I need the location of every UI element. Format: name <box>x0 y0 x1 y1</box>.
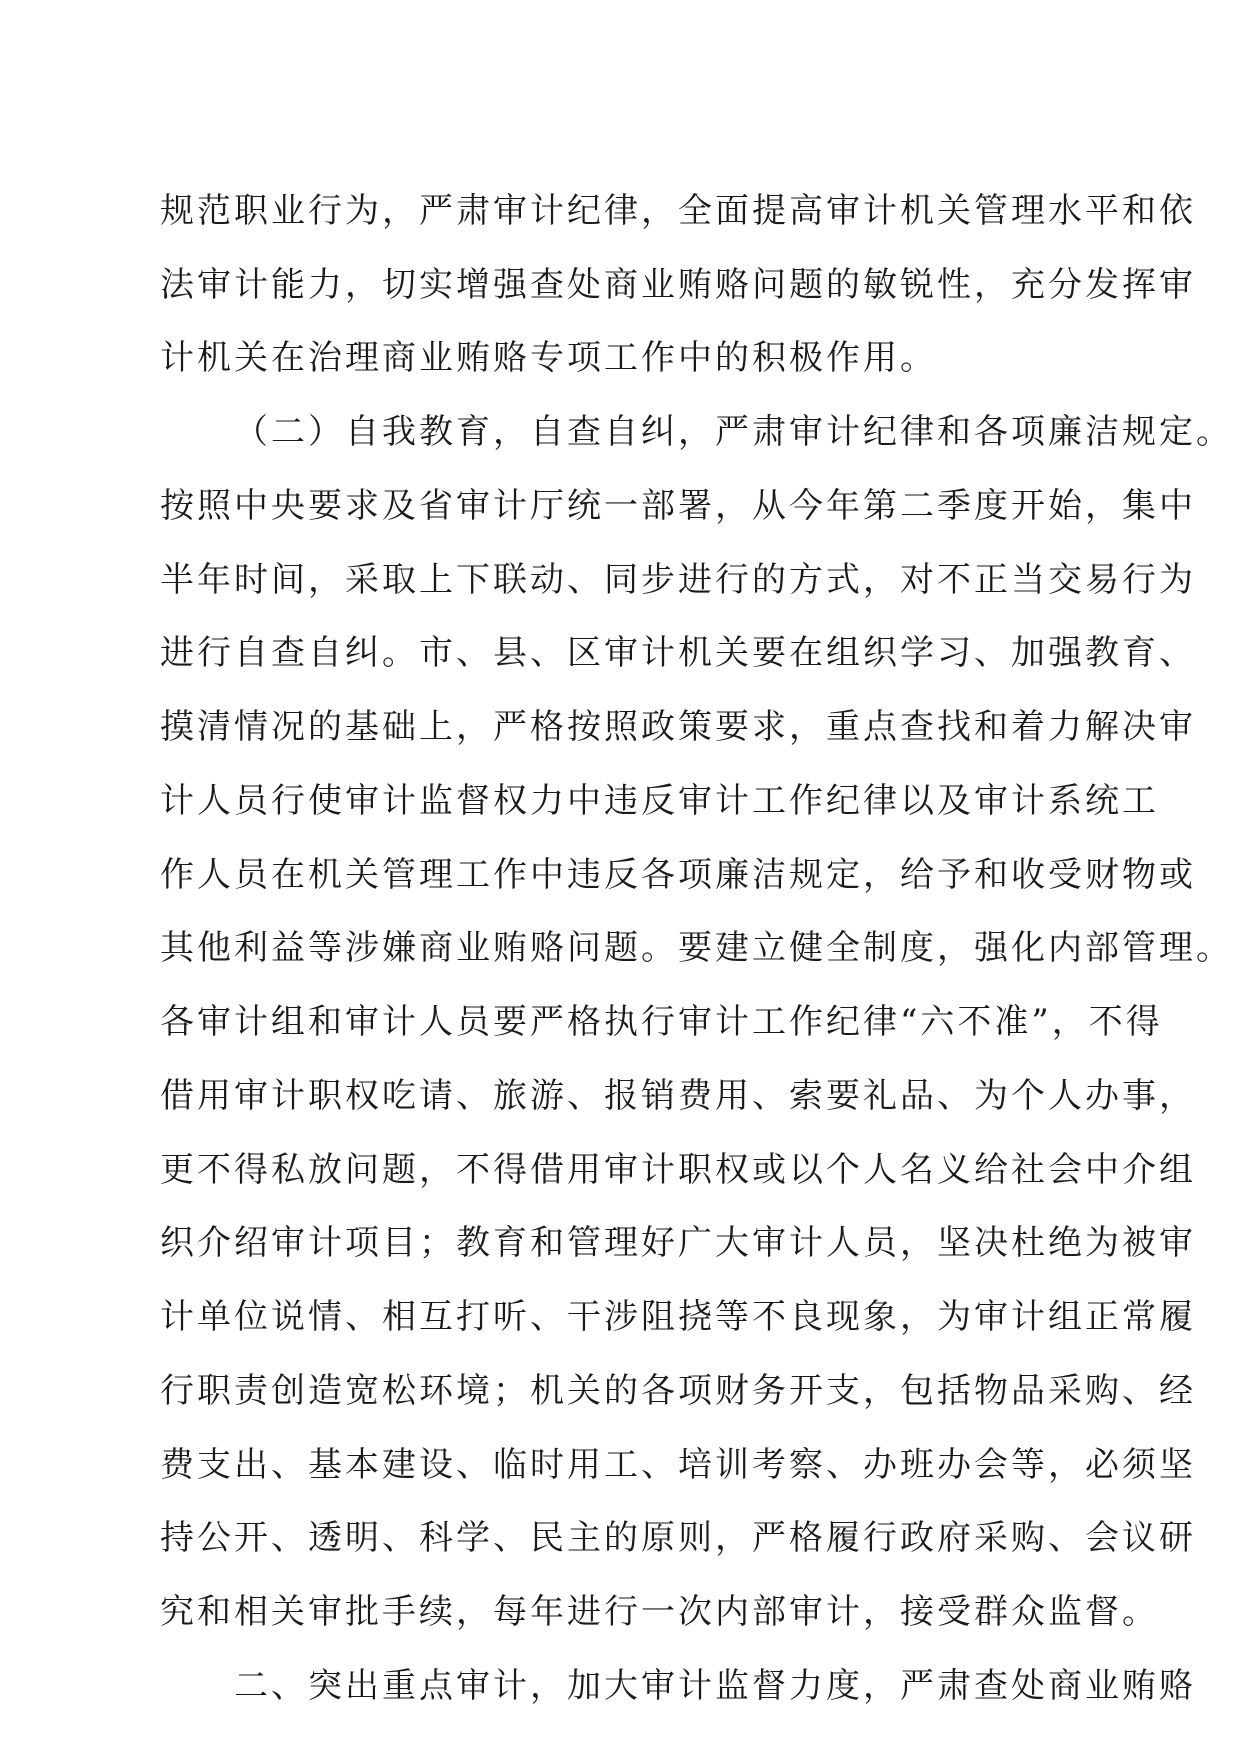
body-text-line: 摸清情况的基础上，严格按照政策要求，重点查找和着力解决审 <box>160 707 1196 747</box>
body-text-line: 半年时间，采取上下联动、同步进行的方式，对不正当交易行为 <box>160 560 1196 600</box>
body-text-line: 织介绍审计项目；教育和管理好广大审计人员，坚决杜绝为被审 <box>160 1223 1196 1263</box>
body-text-line: 究和相关审批手续，每年进行一次内部审计，接受群众监督。 <box>160 1592 1159 1632</box>
body-text-line: 行职责创造宽松环境；机关的各项财务开支，包括物品采购、经 <box>160 1371 1196 1411</box>
body-text-line: 各审计组和审计人员要严格执行审计工作纪律“六不准”，不得 <box>160 1002 1163 1042</box>
body-text-line: 法审计能力，切实增强查处商业贿赂问题的敏锐性，充分发挥审 <box>160 265 1196 305</box>
body-text-line: 计机关在治理商业贿赂专项工作中的积极作用。 <box>160 338 937 378</box>
body-text-line: 按照中央要求及省审计厅统一部署，从今年第二季度开始，集中 <box>160 486 1196 526</box>
body-text-line: 费支出、基本建设、临时用工、培训考察、办班办会等，必须坚 <box>160 1445 1196 1485</box>
body-text-line: 作人员在机关管理工作中违反各项廉洁规定，给予和收受财物或 <box>160 855 1196 895</box>
body-text-line: 更不得私放问题，不得借用审计职权或以个人名义给社会中介组 <box>160 1150 1196 1190</box>
body-text-line: 计单位说情、相互打听、干涉阻挠等不良现象，为审计组正常履 <box>160 1297 1196 1337</box>
section-heading-line: （二）自我教育，自查自纠，严肃审计纪律和各项廉洁规定。 <box>234 412 1233 452</box>
section-heading-line: 二、突出重点审计，加大审计监督力度，严肃查处商业贿赂 <box>234 1666 1196 1706</box>
body-text-line: 其他利益等涉嫌商业贿赂问题。要建立健全制度，强化内部管理。 <box>160 928 1233 968</box>
body-text-line: 进行自查自纠。市、县、区审计机关要在组织学习、加强教育、 <box>160 633 1196 673</box>
body-text-line: 计人员行使审计监督权力中违反审计工作纪律以及审计系统工 <box>160 781 1159 821</box>
body-text-line: 借用审计职权吃请、旅游、报销费用、索要礼品、为个人办事， <box>160 1076 1196 1116</box>
body-text-line: 规范职业行为，严肃审计纪律，全面提高审计机关管理水平和依 <box>160 191 1196 231</box>
body-text-line: 持公开、透明、科学、民主的原则，严格履行政府采购、会议研 <box>160 1518 1196 1558</box>
